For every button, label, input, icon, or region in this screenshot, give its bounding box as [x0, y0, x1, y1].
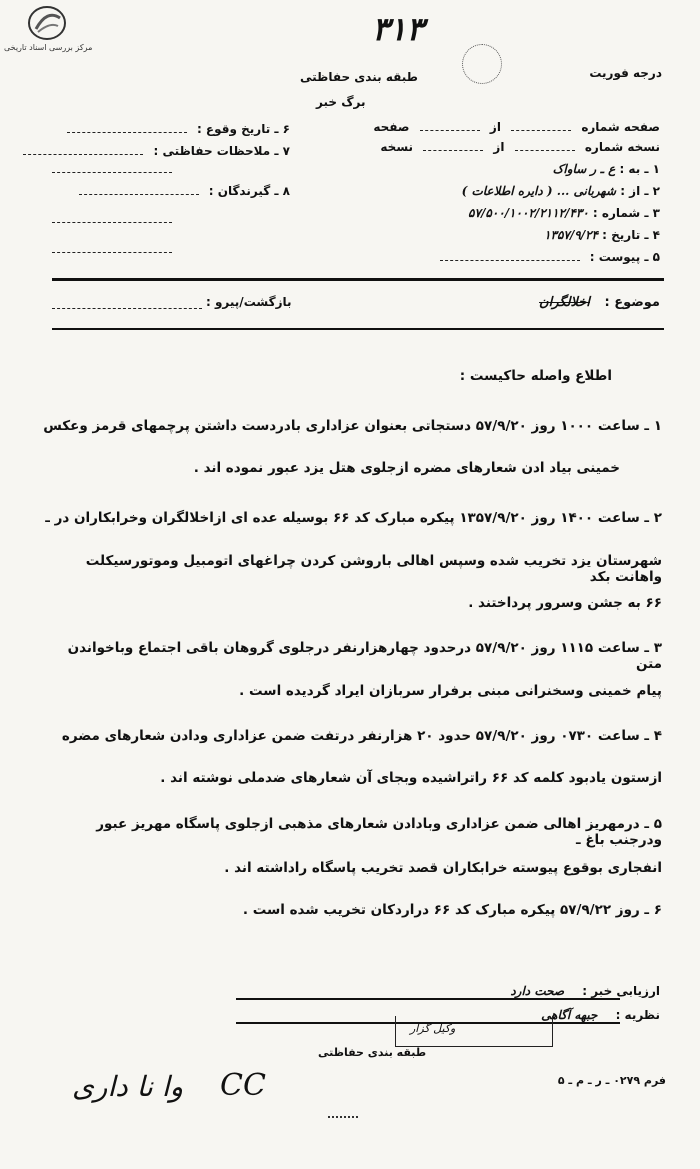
reference-label: بازگشت/پیرو : — [206, 295, 292, 309]
paragraph-2-line-3: ۶۶ به جشن وسرور پرداختند . — [468, 595, 662, 611]
field-date: ۴ ـ تاریخ : ۱۳۵۷/۹/۲۴ — [544, 228, 660, 242]
paragraph-6-line-1: ۶ ـ روز ۵۷/۹/۲۲ پیکره مبارک کد ۶۶ دراردکان تخریب شده است . — [242, 902, 662, 918]
bottom-mark — [328, 1116, 358, 1118]
field-security-notes: ۷ ـ ملاحظات حفاظتی : — [17, 144, 290, 158]
logo-icon — [22, 4, 72, 42]
stamp-icon — [462, 44, 502, 84]
blank-line — [52, 222, 172, 223]
form-title: برگ خبر — [316, 95, 366, 109]
paragraph-2-line-2: شهرستان یزد تخریب شده وسپس اهالی باروشن کردن چراغهای اتومبیل وموتورسیکلت واهانت بکد — [85, 553, 662, 585]
classification-label: طبقه بندی حفاظتی — [300, 70, 418, 84]
footer-classification: طبقه بندی حفاظتی — [318, 1046, 427, 1059]
logo-caption: مرکز بررسی اسناد تاریخی — [4, 43, 93, 52]
form-number: فرم ۰۲۷۹ ـ ر ـ م ـ ۵ — [557, 1074, 666, 1087]
signature-note: وکیل گزار — [410, 1022, 456, 1035]
intro-text: اطلاع واصله حاکیست : — [459, 368, 612, 384]
paragraph-2-line-1: ۲ ـ ساعت ۱۴۰۰ روز ۱۳۵۷/۹/۲۰ پیکره مبارک کد ۶۶ بوسیله عده ای ازاخلالگران وخرابکاران در ـ — [45, 510, 662, 526]
paragraph-5-line-2: انفجاری بوقوع پیوسته خرابکاران قصد تخریب پاسگاه راداشته اند . — [224, 860, 662, 876]
handwritten-note-2: CC — [220, 1068, 266, 1103]
paragraph-3-line-2: پیام خمینی وسخنرانی مبنی برفرار سربازان ایراد گردیده است . — [239, 683, 662, 699]
field-number: ۳ ـ شماره : ۵۷/۵۰۰/۱۰۰۲/۲۱۱۲/۴۳۰ — [468, 206, 660, 220]
field-page-number: صفحه شماره از صفحه — [373, 120, 660, 134]
subject-row: موضوع : اخلالگران — [539, 295, 660, 310]
archive-logo — [22, 4, 72, 42]
paragraph-1-line-2: خمینی بیاد ادن شعارهای مضره ازجلوی هتل یزد عبور نموده اند . — [193, 460, 620, 476]
subject-divider — [52, 328, 664, 330]
field-occurrence-date: ۶ ـ تاریخ وقوع : — [61, 122, 290, 136]
paragraph-3-line-1: ۳ ـ ساعت ۱۱۱۵ روز ۵۷/۹/۲۰ درحدود چهارهزارنفر درجلوی گروهان باقی اجتماع وباخواندن متن — [67, 640, 662, 672]
field-attachment: ۵ ـ پیوست : — [434, 250, 660, 264]
reference-line — [52, 308, 202, 309]
field-copy-number: نسخه شماره از نسخه — [380, 140, 660, 154]
paragraph-5-line-1: ۵ ـ درمهریز اهالی ضمن عزاداری وبادادن شعارهای مذهبی ازجلوی پاسگاه مهریز عبور ودرجنب باغ ـ — [96, 816, 662, 848]
top-divider — [52, 278, 664, 281]
field-recipients: ۸ ـ گیرندگان : — [73, 184, 290, 198]
paragraph-4-line-2: ازستون یادبود کلمه کد ۶۶ راتراشیده وبجای آن شعارهای ضدملی نوشته اند . — [160, 770, 662, 786]
blank-line — [52, 172, 172, 173]
urgency-label: درجه فوریت — [589, 66, 662, 80]
field-from: ۲ ـ از : شهربانی ... ( دایره اطلاعات ) — [461, 184, 660, 198]
field-to: ۱ ـ به : ع ـ ر ساواک — [552, 162, 660, 176]
footer-line-1 — [236, 998, 620, 1000]
signature-box — [395, 1016, 553, 1047]
paragraph-1-line-1: ۱ ـ ساعت ۱۰۰۰ روز ۵۷/۹/۲۰ دستجاتی بعنوان عزاداری بادردست داشتن پرچمهای قرمز وعکس — [43, 418, 662, 434]
paragraph-4-line-1: ۴ ـ ساعت ۰۷۳۰ روز ۵۷/۹/۲۰ حدود ۲۰ هزارنفر درتفت ضمن عزاداری ودادن شعارهای مضره — [61, 728, 662, 744]
page-number: ۳۱۳ — [372, 10, 424, 48]
handwritten-note-1: وا نا داری — [72, 1070, 184, 1103]
blank-line — [52, 252, 172, 253]
assessment-row: ارزیابی خبر : صحت دارد — [510, 984, 660, 998]
opinion-row: نظریه : جبهه آگاهی — [541, 1008, 660, 1022]
